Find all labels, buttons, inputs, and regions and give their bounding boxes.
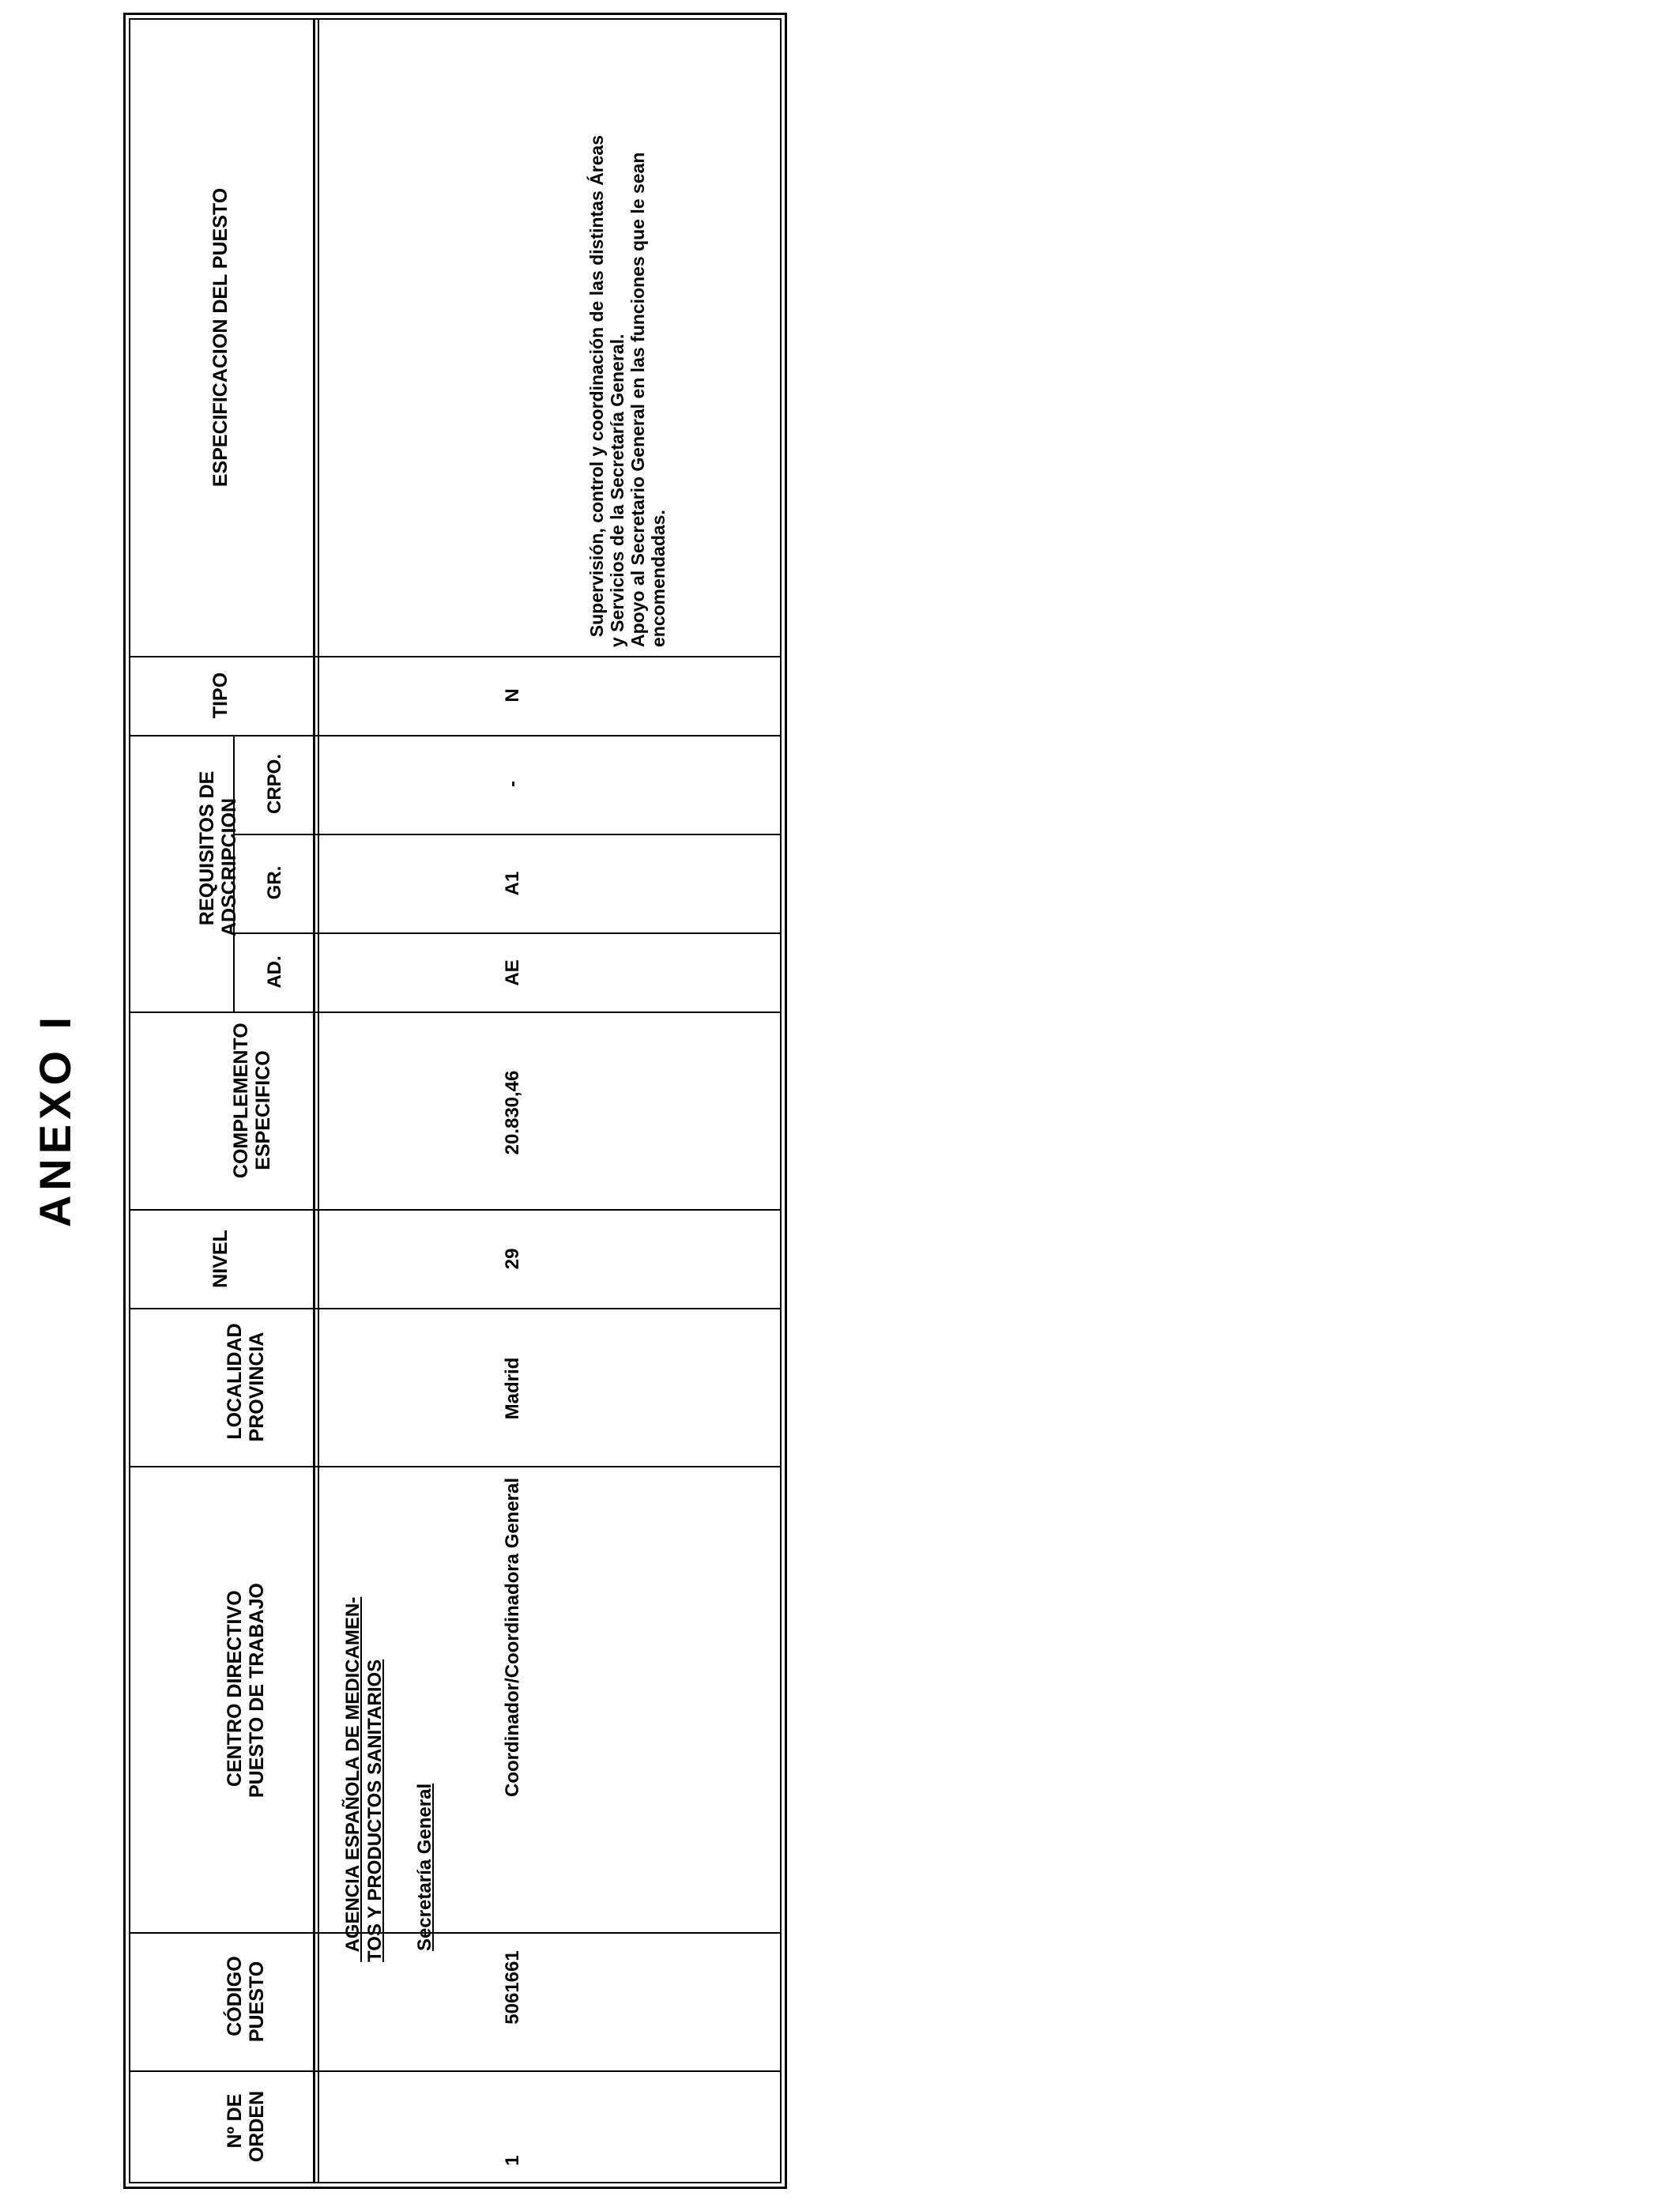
col-divider xyxy=(129,1308,782,1309)
header-body-divider-2 xyxy=(318,18,319,2183)
header-body-divider xyxy=(313,18,315,2183)
col-divider xyxy=(129,1932,782,1934)
row-tipo: N xyxy=(502,688,523,703)
header-localidad xyxy=(202,1320,268,1454)
col-divider xyxy=(129,1466,782,1467)
col-divider xyxy=(233,834,782,835)
row-puesto: Coordinador/Coordinadora General xyxy=(502,1477,523,1797)
row-localidad: Madrid xyxy=(502,1357,523,1420)
header-codigo xyxy=(202,1954,268,2049)
col-divider xyxy=(129,2070,782,2072)
header-localidad-label: LOCALIDAD PROVINCIA xyxy=(224,1323,268,1442)
header-nivel: NIVEL xyxy=(209,1230,232,1288)
row-nivel: 29 xyxy=(502,1248,523,1270)
header-crpo: CRPO. xyxy=(264,754,285,815)
row-ad: AE xyxy=(502,959,523,986)
header-tipo: TIPO xyxy=(209,672,232,719)
section-agency xyxy=(320,1535,386,1962)
section-unit: Secretaría General xyxy=(414,1783,435,1951)
header-complemento xyxy=(208,1023,274,1189)
col-divider xyxy=(129,735,782,736)
header-centro-label: CENTRO DIRECTIVO PUESTO DE TRABAJO xyxy=(224,1583,268,1798)
header-especificacion: ESPECIFICACION DEL PUESTO xyxy=(209,187,232,488)
header-orden-label: Nº DE ORDEN xyxy=(224,2090,268,2163)
header-requisitos-label: REQUISITOS DE ADSCRIPCION xyxy=(196,770,240,936)
row-crpo: - xyxy=(502,781,523,787)
col-divider xyxy=(129,1011,782,1013)
section-agency-label: AGENCIA ESPAÑOLA DE MEDICAMEN- TOS Y PRODUCTOS SANITARIOS xyxy=(342,1596,386,1962)
document-title: ANEXO I xyxy=(30,1011,80,1228)
header-orden xyxy=(202,2087,268,2166)
header-centro xyxy=(202,1583,268,1798)
row-gr: A1 xyxy=(502,871,523,896)
header-complemento-label: COMPLEMENTO ESPECIFICO xyxy=(230,1023,274,1179)
row-orden: 1 xyxy=(502,2155,523,2166)
col-divider xyxy=(129,1209,782,1211)
col-divider xyxy=(233,932,782,934)
row-especificacion-text: Supervisión, control y coordinación de las distintas Áreas y Servicios de la Secretaría General. Apoyo al Secretario General en las funciones que le sean encomendadas. xyxy=(586,135,669,647)
header-codigo-label: CÓDIGO PUESTO xyxy=(224,1956,268,2043)
row-especificacion xyxy=(566,7,669,647)
header-ad: AD. xyxy=(264,955,285,989)
row-codigo: 5061661 xyxy=(502,1950,523,2025)
header-requisitos xyxy=(174,770,240,936)
header-gr: GR. xyxy=(264,865,285,900)
row-complemento: 20.830,46 xyxy=(502,1070,523,1155)
